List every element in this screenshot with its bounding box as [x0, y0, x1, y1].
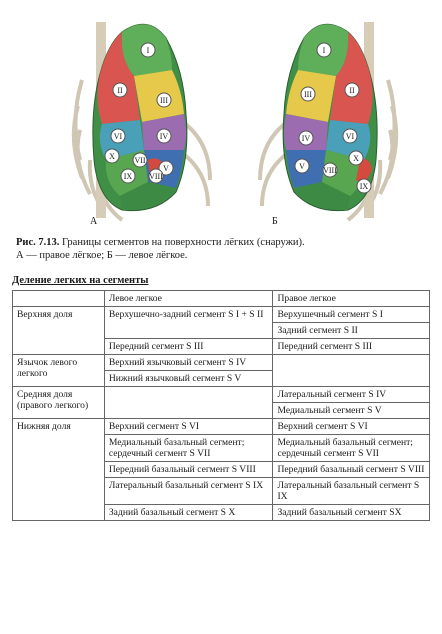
segments-table [12, 290, 430, 521]
svg-text:VII: VII [134, 156, 146, 165]
table-row [13, 355, 430, 371]
svg-text:V: V [299, 162, 305, 171]
right-lung-cell: Верхний сегмент S VI [273, 419, 430, 435]
svg-text:X: X [109, 152, 115, 161]
right-lung-cell: Латеральный базальный сегмент S IX [273, 478, 430, 505]
right-lung-cell: Медиальный базальный сегмент; сердечный сегмент S VII [273, 435, 430, 462]
left-lung-cell: Латеральный базальный сегмент S IX [104, 478, 273, 505]
header-cell [13, 291, 105, 307]
svg-text:IV: IV [301, 134, 311, 143]
left-lung-cell: Нижний язычковый сегмент S V [104, 371, 273, 387]
lobe-cell: Средняя доля (правого легкого) [13, 387, 105, 419]
section-title: Деление легких на сегменты [12, 275, 149, 286]
left-lung-cell: Передний сегмент S III [104, 339, 273, 355]
svg-text:VI: VI [113, 132, 123, 141]
lobe-cell: Нижняя доля [13, 419, 105, 521]
panel-a-label: А [90, 216, 98, 227]
svg-text:X: X [353, 154, 359, 163]
left-lung-cell: Задний базальный сегмент S X [104, 505, 273, 521]
caption-text: Границы сегментов на поверхности лёгких (снаружи). [62, 237, 305, 248]
svg-text:III: III [160, 96, 168, 105]
header-cell: Правое легкое [273, 291, 430, 307]
left-lung-cell [104, 387, 273, 419]
right-lung-cell: Медиальный сегмент S V [273, 403, 430, 419]
svg-text:IV: IV [159, 132, 169, 141]
figure-caption [16, 236, 426, 262]
panel-b-label: Б [272, 216, 278, 227]
svg-text:II: II [117, 86, 123, 95]
caption-line2: А — правое лёгкое; Б — левое лёгкое. [16, 250, 188, 261]
right-lung-cell: Передний сегмент S III [273, 339, 430, 355]
lobe-cell: Язычок левого легкого [13, 355, 105, 387]
table-header-row [13, 291, 430, 307]
svg-text:I: I [322, 46, 326, 55]
right-lung-drawing [74, 22, 210, 220]
left-lung-cell: Верхний язычковый сегмент S IV [104, 355, 273, 371]
left-lung-cell: Медиальный базальный сегмент; сердечный сегмент S VII [104, 435, 273, 462]
right-lung-cell: Задний базальный сегмент SX [273, 505, 430, 521]
right-lung-cell [273, 355, 430, 387]
left-lung-cell: Верхний сегмент S VI [104, 419, 273, 435]
svg-text:II: II [349, 86, 355, 95]
svg-text:VIII: VIII [323, 166, 337, 175]
svg-text:IX: IX [359, 182, 369, 191]
right-lung-cell: Передний базальный сегмент S VIII [273, 462, 430, 478]
table-row [13, 307, 430, 323]
svg-text:III: III [304, 90, 312, 99]
svg-text:V: V [163, 164, 169, 173]
svg-text:VI: VI [345, 132, 355, 141]
svg-text:VIII: VIII [149, 172, 163, 181]
right-lung-cell: Верхушечный сегмент S I [273, 307, 430, 323]
right-lung-cell: Задний сегмент S II [273, 323, 430, 339]
left-lung-cell: Верхушечно-задний сегмент S I + S II [104, 307, 273, 339]
lobe-cell: Верхняя доля [13, 307, 105, 355]
svg-text:I: I [146, 46, 150, 55]
lung-segments-figure [60, 10, 410, 232]
lung-illustration [60, 10, 410, 232]
header-cell: Левое легкое [104, 291, 273, 307]
right-lung-cell: Латеральный сегмент S IV [273, 387, 430, 403]
caption-label: Рис. 7.13. [16, 237, 60, 248]
svg-text:IX: IX [123, 172, 133, 181]
left-lung-cell: Передний базальный сегмент S VIII [104, 462, 273, 478]
left-lung-drawing [260, 22, 396, 220]
table-row [13, 387, 430, 403]
table-row [13, 419, 430, 435]
